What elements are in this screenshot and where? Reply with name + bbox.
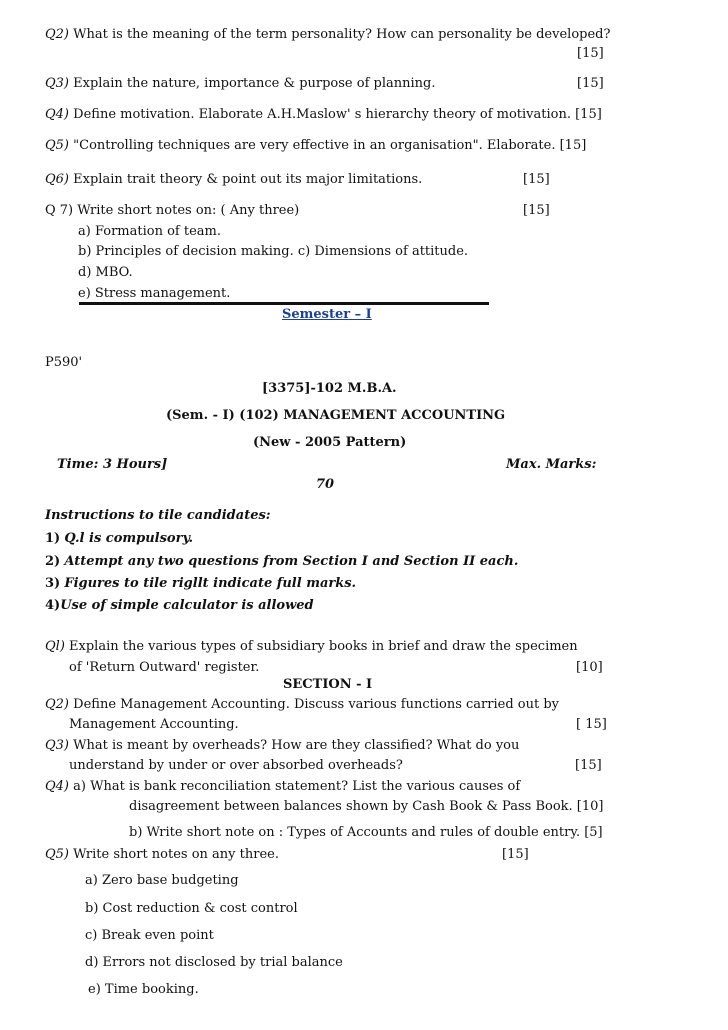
question-text: disagreement between balances shown by Cash Book & Pass Book. [10] [129,799,604,814]
question-5 [45,138,586,154]
question-text: What is the meaning of the term personality? How can personality be developed? [73,27,611,42]
question-marks: [15] [577,46,604,61]
exam-subject: (Sem. - I) (102) MANAGEMENT ACCOUNTING [166,408,506,423]
instruction-text: Attempt any two questions from Section I and Section II each. [64,554,519,569]
question-number: Q5) [45,847,70,862]
question-marks: [15] [523,203,550,218]
instruction-item [45,554,518,570]
list-item: a) Formation of team. [78,224,221,239]
question-7: Q 7) Write short notes on: ( Any three) [45,203,300,218]
exam-pattern: (New - 2005 Pattern) [253,435,407,450]
list-item: e) Stress management. [78,286,231,301]
instruction-text: Figures to tile rigllt indicate full marks. [64,576,357,591]
question-text: b) Write short note on : Types of Accounts and rules of double entry. [5] [129,825,603,840]
question-2 [45,27,610,43]
question-marks: [10] [576,660,603,675]
list-item: b) Cost reduction & cost control [85,901,298,916]
section-heading: SECTION - I [283,677,373,692]
question-3 [45,738,519,754]
question-number: Q3) [45,738,70,753]
question-text: Define motivation. Elaborate A.H.Maslow' s hierarchy theory of motivation. [15] [73,107,602,122]
question-number: Q2) [45,27,70,42]
exam-time: Time: 3 Hours] [57,457,168,472]
question-text: "Controlling techniques are very effective in an organisation". Elaborate. [15] [73,138,587,153]
question-marks: [15] [577,76,604,91]
question-text: What is meant by overheads? How are they classified? What do you [73,738,520,753]
question-5 [45,847,279,863]
question-marks: [ 15] [576,717,607,732]
question-text: Explain the nature, importance & purpose of planning. [73,76,436,91]
question-2 [45,697,559,713]
question-text: Explain the various types of subsidiary books in brief and draw the specimen [69,639,578,654]
instruction-text: Use of simple calculator is allowed [60,598,314,613]
instruction-item [45,531,193,547]
exam-max-marks: Max. Marks: [506,457,597,472]
question-3 [45,76,435,92]
instruction-number: 4) [45,598,61,613]
list-item: c) Break even point [85,928,214,943]
question-text: Management Accounting. [69,717,239,732]
question-number: Q3) [45,76,70,91]
instructions-heading: Instructions to tile candidates: [45,508,271,523]
instruction-item [45,598,314,614]
question-marks: [15] [502,847,529,862]
instruction-number: 1) [45,531,61,546]
question-number: Q6) [45,172,70,187]
question-number: Q4) [45,107,70,122]
instruction-text: Q.l is compulsory. [64,531,194,546]
list-item: b) Principles of decision making. c) Dimensions of attitude. [78,244,469,259]
question-number: Q5) [45,138,70,153]
instruction-number: 3) [45,576,61,591]
question-text: Explain trait theory & point out its major limitations. [73,172,423,187]
list-item: a) Zero base budgeting [85,873,239,888]
question-6 [45,172,422,188]
question-number: Q2) [45,697,70,712]
question-text: Write short notes on any three. [73,847,279,862]
question-text: of 'Return Outward' register. [69,660,260,675]
paper-code: P590' [45,355,83,370]
list-item: d) Errors not disclosed by trial balance [85,955,343,970]
list-item: e) Time booking. [88,982,199,997]
exam-title: [3375]-102 M.B.A. [262,381,397,396]
question-number: Ql) [45,639,65,654]
question-marks: [15] [575,758,602,773]
question-text: Define Management Accounting. Discuss various functions carried out by [73,697,560,712]
list-item: d) MBO. [78,265,133,280]
question-text: a) What is bank reconciliation statement? List the various causes of [73,779,521,794]
exam-max-marks-value: 70 [316,477,335,492]
question-4 [45,779,520,795]
question-1 [45,639,578,655]
question-number: Q4) [45,779,70,794]
instruction-item [45,576,356,592]
question-text: understand by under or over absorbed overheads? [69,758,403,773]
question-4 [45,107,602,123]
question-marks: [15] [523,172,550,187]
divider [79,302,489,305]
semester-link[interactable]: Semester – I [282,307,372,322]
instruction-number: 2) [45,554,61,569]
